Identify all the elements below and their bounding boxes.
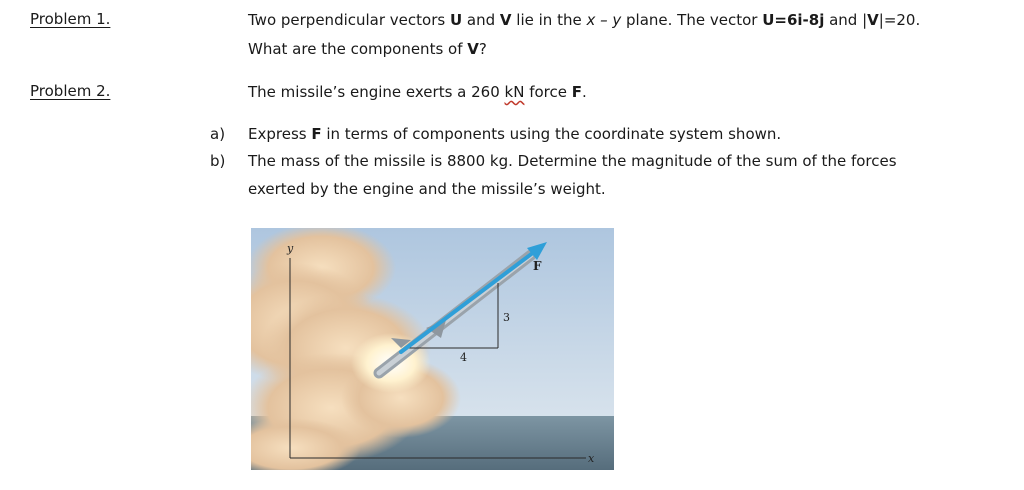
y-axis-label: y (287, 242, 294, 255)
unit-kn: kN (504, 83, 525, 101)
force-label: F (533, 259, 542, 273)
part-b-marker: b) (210, 152, 226, 170)
part-a-marker: a) (210, 125, 226, 143)
part-a-text: Express F in terms of components using the coordinate system shown. (248, 125, 782, 143)
missile-figure (251, 228, 614, 470)
problem-1-label: Problem 1. (30, 10, 111, 28)
part-b-line-1: The mass of the missile is 8800 kg. Determine the magnitude of the sum of the forces (248, 152, 897, 170)
problem-1-line-2: What are the components of V? (248, 40, 487, 58)
run-label: 4 (460, 351, 467, 364)
x-axis-label: x (588, 452, 595, 465)
problem-2-intro: The missile’s engine exerts a 260 kN force F. (248, 83, 587, 101)
problem-1-line-1: Two perpendicular vectors U and V lie in the x – y plane. The vector U=6i-8j and |V|=20. (248, 11, 921, 29)
problem-2-label: Problem 2. (30, 82, 111, 100)
rise-label: 3 (503, 311, 510, 324)
part-b-line-2: exerted by the engine and the missile’s weight. (248, 180, 606, 198)
